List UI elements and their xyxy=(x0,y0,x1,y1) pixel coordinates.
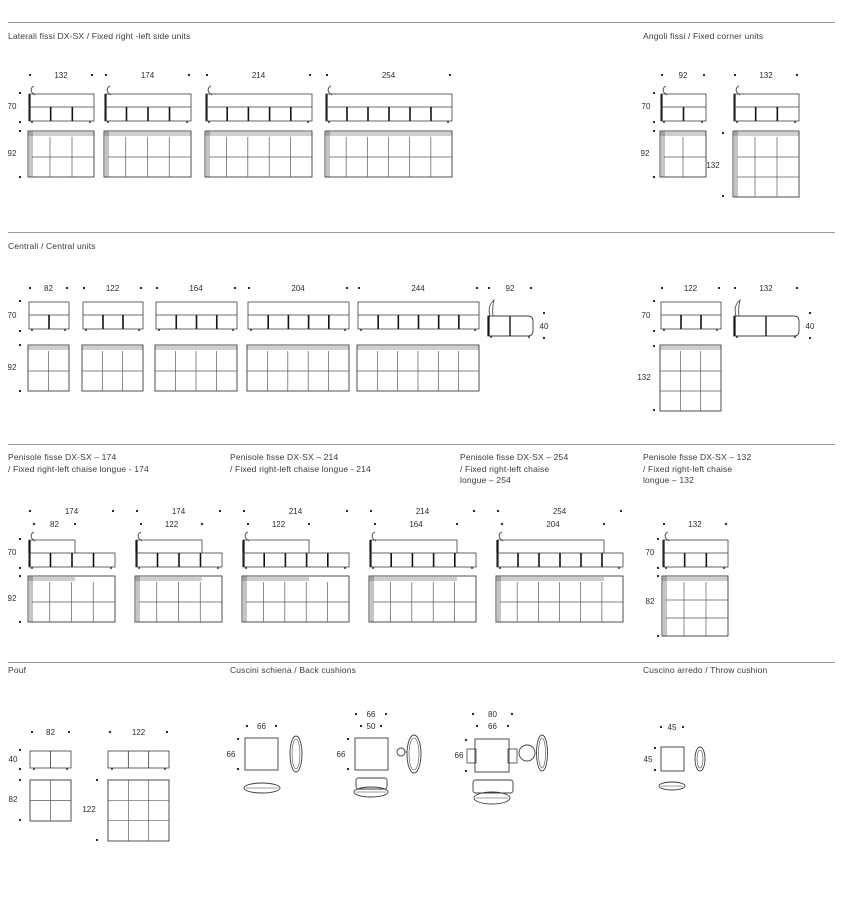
back-cushion-80-66 xyxy=(455,710,548,804)
dimension-label: 66 xyxy=(454,751,464,760)
bench-132 xyxy=(734,284,815,339)
dimension-label: 70 xyxy=(645,548,655,557)
title-line: Penisole fisse DX-SX – 174 xyxy=(8,452,117,462)
dimension-label: 70 xyxy=(641,102,651,111)
dimension-label: 214 xyxy=(288,506,303,516)
dimension-label: 40 xyxy=(539,322,549,331)
dimension-label: 132 xyxy=(688,519,702,529)
chaise-254-204 xyxy=(496,507,623,622)
dimension-label: 174 xyxy=(171,506,186,516)
pouf-122 xyxy=(108,728,169,841)
dimension-label: 132 xyxy=(54,70,68,80)
dimension-label: 66 xyxy=(257,721,266,731)
side-unit-214 xyxy=(205,71,312,177)
dimension-label: 82 xyxy=(50,519,59,529)
dimension-label: 122 xyxy=(271,519,286,529)
pouf-82 xyxy=(30,728,71,821)
dimension-label: 70 xyxy=(7,548,17,557)
dimension-label: 92 xyxy=(7,363,17,372)
title-line: Penisole fisse DX-SX – 214 xyxy=(230,452,339,462)
dimension-label: 122 xyxy=(131,727,146,737)
dimension-label: 66 xyxy=(226,750,236,759)
dimension-label: 66 xyxy=(336,750,346,759)
dimension-label: 66 xyxy=(366,709,376,719)
title-line: / Fixed right-left chaise xyxy=(460,463,550,474)
central-unit-122-deep xyxy=(660,284,721,411)
dimension-label: 70 xyxy=(7,102,17,111)
dimension-label: 132 xyxy=(637,373,651,382)
dimension-label: 70 xyxy=(7,311,17,320)
chaise-174-82 xyxy=(28,507,115,622)
dimension-label: 132 xyxy=(759,70,773,80)
section-title-pouf: Pouf xyxy=(8,665,27,675)
section-title-central-units: Centrali / Central units xyxy=(8,241,96,251)
dimension-label: 122 xyxy=(683,283,698,293)
central-unit-122 xyxy=(82,284,143,391)
central-unit-244 xyxy=(357,284,479,391)
dimension-label: 174 xyxy=(64,506,79,516)
title-line: / Fixed right-left chaise xyxy=(643,463,733,474)
title-line: / Fixed right-left chaise longue - 174 xyxy=(8,463,149,474)
corner-unit-92 xyxy=(660,71,706,177)
back-cushion-66 xyxy=(227,722,302,793)
bench-92 xyxy=(488,284,549,339)
dimension-label: 244 xyxy=(411,283,425,293)
dimension-label: 132 xyxy=(706,161,720,170)
dimension-label: 92 xyxy=(7,594,17,603)
side-unit-174 xyxy=(104,71,191,177)
dimension-label: 82 xyxy=(645,597,655,606)
central-unit-164 xyxy=(155,284,237,391)
dimension-label: 45 xyxy=(667,722,677,732)
title-line: longue – 132 xyxy=(643,475,694,485)
dimension-label: 82 xyxy=(46,727,55,737)
chaise-214-122 xyxy=(242,507,349,622)
dimension-label: 82 xyxy=(44,283,53,293)
dimension-label: 66 xyxy=(488,721,497,731)
dimension-label: 50 xyxy=(366,721,376,731)
throw-cushion-45 xyxy=(644,723,705,790)
dimension-label: 92 xyxy=(640,149,650,158)
dimension-label: 122 xyxy=(82,805,96,814)
corner-unit-132 xyxy=(733,71,799,197)
dimension-label: 204 xyxy=(291,283,305,293)
side-unit-254 xyxy=(325,71,452,177)
dimension-label: 204 xyxy=(546,519,560,529)
dimension-label: 174 xyxy=(140,70,155,80)
section-title-back-cushions: Cuscini schiena / Back cushions xyxy=(230,665,357,675)
chaise-214-164 xyxy=(369,507,476,622)
dimension-label: 80 xyxy=(488,709,497,719)
section-title-throw-cushion: Cuscino arredo / Throw cushion xyxy=(643,665,768,675)
dimension-label: 92 xyxy=(7,149,17,158)
dimension-label: 122 xyxy=(164,519,179,529)
central-unit-204 xyxy=(247,284,349,391)
dimension-label: 164 xyxy=(409,519,423,529)
chaise-174-122 xyxy=(135,507,222,622)
dimension-label: 45 xyxy=(643,755,653,764)
dimension-label: 214 xyxy=(415,506,430,516)
dimension-label: 92 xyxy=(678,70,688,80)
dimension-label: 82 xyxy=(8,795,18,804)
dimension-label: 254 xyxy=(381,70,396,80)
section-title-corner-units: Angoli fissi / Fixed corner units xyxy=(643,31,764,41)
dimension-label: 40 xyxy=(805,322,815,331)
central-unit-82 xyxy=(28,284,69,391)
title-line: longue – 254 xyxy=(460,475,511,485)
back-cushion-66-50 xyxy=(337,710,421,797)
dimension-label: 132 xyxy=(759,283,773,293)
chaise-132 xyxy=(662,520,728,636)
dimension-label: 122 xyxy=(105,283,120,293)
dimension-label: 254 xyxy=(552,506,567,516)
title-line: / Fixed right-left chaise longue - 214 xyxy=(230,463,371,474)
title-line: Penisole fisse DX-SX – 132 xyxy=(643,452,752,462)
section-title-side-units: Laterali fissi DX-SX / Fixed right -left side units xyxy=(8,31,191,41)
dimension-label: 214 xyxy=(251,70,266,80)
dimension-label: 70 xyxy=(641,311,651,320)
dimension-label: 40 xyxy=(8,755,18,764)
dimension-label: 164 xyxy=(189,283,203,293)
side-unit-132 xyxy=(28,71,94,177)
dimension-label: 92 xyxy=(505,283,515,293)
title-line: Penisole fisse DX-SX – 254 xyxy=(460,452,569,462)
